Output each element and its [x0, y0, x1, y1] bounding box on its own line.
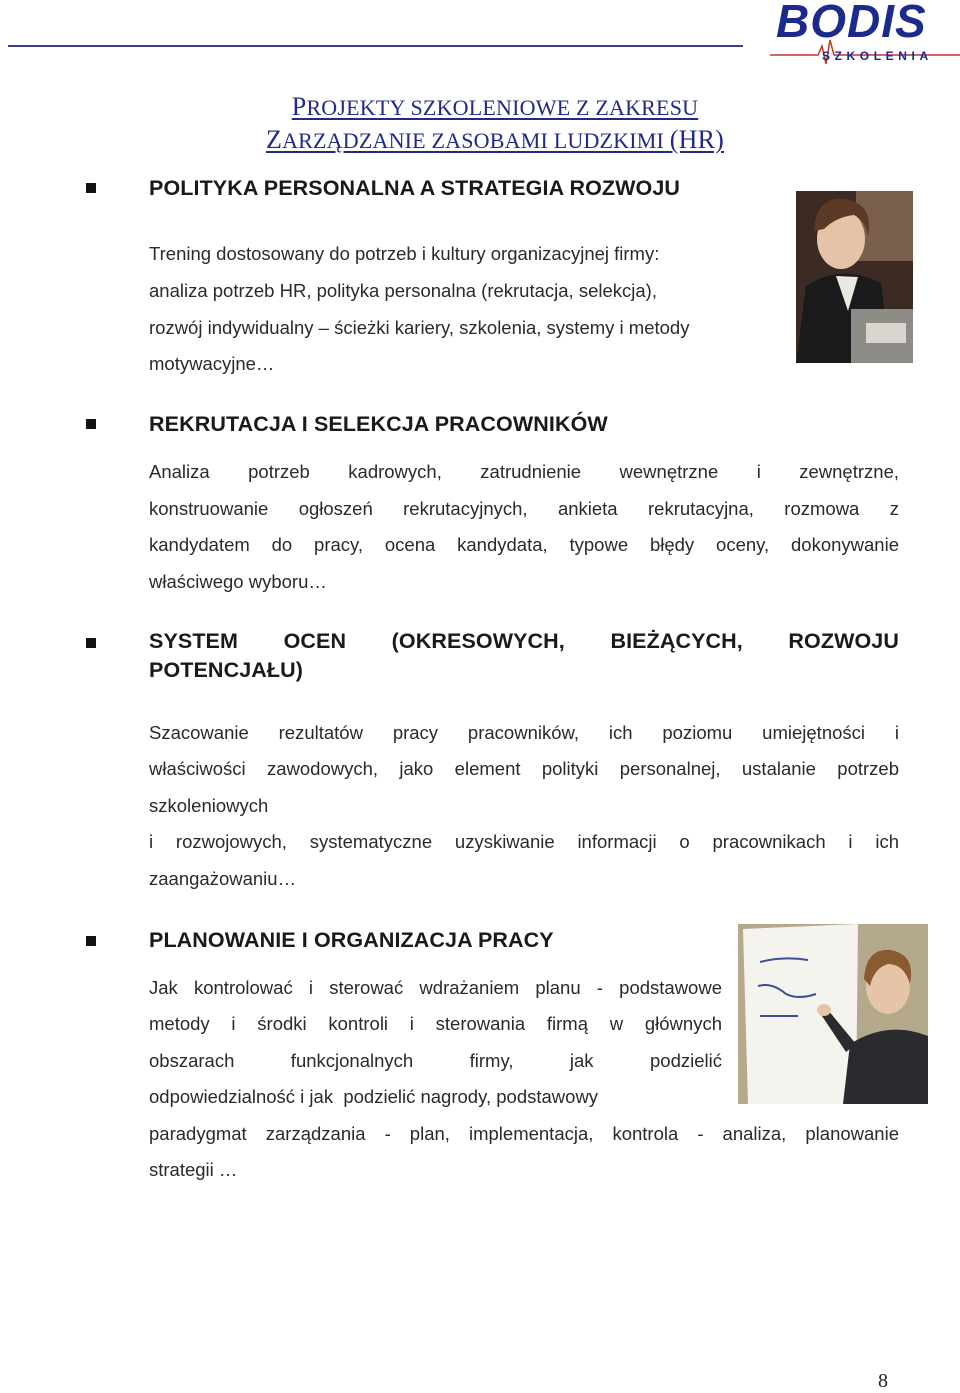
section-bullet: [86, 936, 96, 946]
section-text-line: właściwego wyboru…: [149, 571, 327, 592]
section-text-line: metody i środki kontroli i sterowania firmą w głównych: [149, 1013, 722, 1034]
section-heading-system-ocen-cont: POTENCJAŁU): [149, 658, 303, 682]
section-text-line: szkoleniowych: [149, 795, 269, 816]
section-text-line: Trening dostosowany do potrzeb i kultury organizacyjnej firmy:: [149, 243, 660, 264]
section-text-line: motywacyjne…: [149, 353, 275, 374]
section-heading-rekrutacja: REKRUTACJA I SELEKCJA PRACOWNIKÓW: [149, 412, 608, 436]
page-title-line2: ZARZĄDZANIE ZASOBAMI LUDZKIMI (HR): [265, 125, 725, 154]
logo-wordmark: BODIS: [776, 0, 927, 47]
section-text-line: rozwój indywidualny – ścieżki kariery, szkolenia, systemy i metody: [149, 317, 690, 338]
section-text-line: strategii …: [149, 1159, 238, 1180]
bodis-logo: [770, 0, 960, 70]
section-heading-polityka: POLITYKA PERSONALNA A STRATEGIA ROZWOJU: [149, 176, 681, 200]
section-text-line: odpowiedzialność i jak podzielić nagrody, podstawowy: [149, 1086, 599, 1107]
photo-trainer-at-flipchart: [738, 924, 928, 1104]
section-text-line: obszarach funkcjonalnych firmy, jak podzielić: [149, 1050, 722, 1071]
section-text-line: Szacowanie rezultatów pracy pracowników, ich poziomu umiejętności i: [149, 722, 899, 743]
section-bullet: [86, 419, 96, 429]
page-title-line1: PROJEKTY SZKOLENIOWE Z ZAKRESU: [291, 92, 699, 121]
section-heading-planowanie: PLANOWANIE I ORGANIZACJA PRACY: [149, 928, 554, 952]
section-text-line: paradygmat zarządzania - plan, implementacja, kontrola - analiza, planowanie: [149, 1123, 899, 1144]
section-text-line: Jak kontrolować i sterować wdrażaniem planu - podstawowe: [149, 977, 722, 998]
photo-woman-at-desk: [796, 191, 913, 363]
section-text-line: Analiza potrzeb kadrowych, zatrudnienie wewnętrzne i zewnętrzne,: [149, 461, 899, 482]
section-bullet: [86, 183, 96, 193]
section-text-line: zaangażowaniu…: [149, 868, 297, 889]
page-number: 8: [878, 1370, 888, 1392]
section-bullet: [86, 638, 96, 648]
section-text-line: właściwości zawodowych, jako element polityki personalnej, ustalanie potrzeb: [149, 758, 899, 779]
section-text-line: konstruowanie ogłoszeń rekrutacyjnych, ankieta rekrutacyjna, rozmowa z: [149, 498, 899, 519]
section-text-line: kandydatem do pracy, ocena kandydata, typowe błędy oceny, dokonywanie: [149, 534, 899, 555]
section-text-line: analiza potrzeb HR, polityka personalna (rekrutacja, selekcja),: [149, 280, 657, 301]
section-text-line: i rozwojowych, systematyczne uzyskiwanie informacji o pracownikach i ich: [149, 831, 899, 852]
logo-tagline: SZKOLENIA: [822, 49, 933, 63]
section-heading-system-ocen: SYSTEM OCEN (OKRESOWYCH, BIEŻĄCYCH, ROZWOJU: [149, 629, 899, 653]
header-rule: [8, 45, 743, 47]
